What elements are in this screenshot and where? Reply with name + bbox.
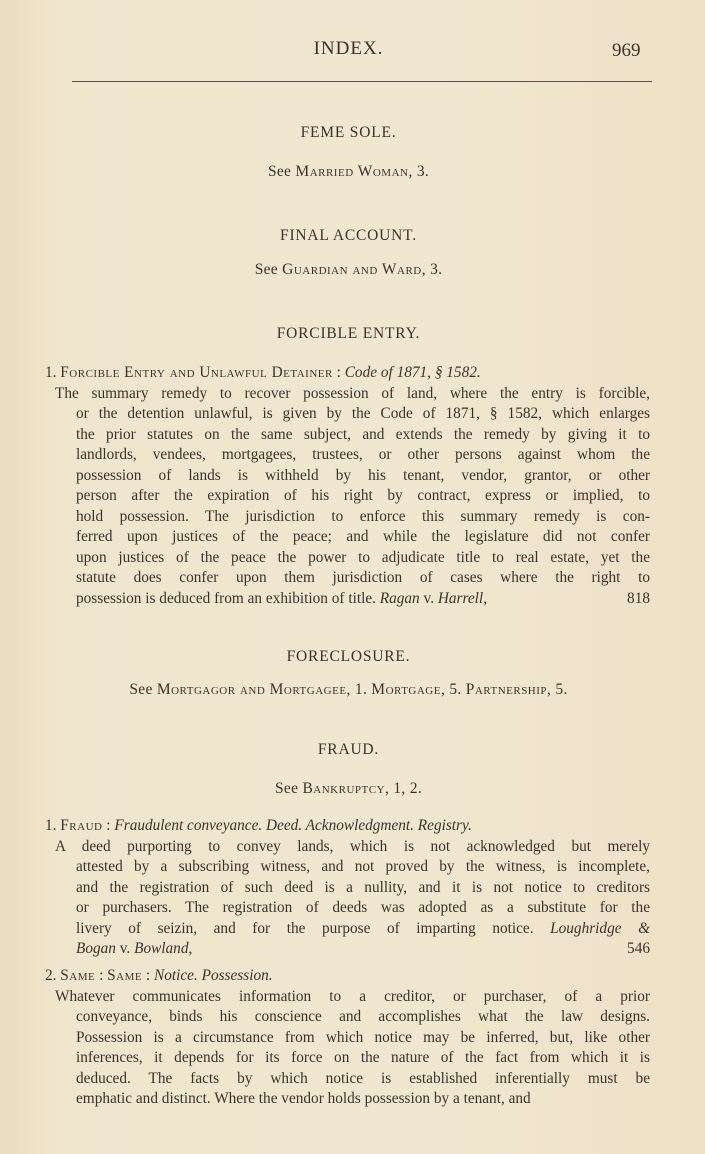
entry-text-line xyxy=(76,919,650,939)
running-head-title: INDEX. xyxy=(313,38,384,59)
entry-heading xyxy=(45,816,472,836)
line-text: attested by a subscribing witness, and not proved by the witness, is incomplete, xyxy=(76,858,650,875)
line-text: possession of lands is withheld by his tenant, vendor, grantor, or other xyxy=(76,466,650,484)
line-text: inferences, it depends for its force on the nature of the fact from which it is xyxy=(76,1049,650,1066)
line-text: and the registration of such deed is a nullity, and it is not notice to creditors xyxy=(76,878,650,896)
small-caps-text: Mortgagor and Mortgagee xyxy=(156,681,347,698)
line-text xyxy=(76,939,192,959)
see-also-reference xyxy=(0,681,697,699)
small-caps-text: Guardian and Ward xyxy=(282,261,422,278)
entry-text-line xyxy=(76,857,650,877)
entry-text-line xyxy=(76,878,650,898)
see-also-reference xyxy=(0,261,697,279)
entry-heading xyxy=(45,363,481,383)
see-also-reference xyxy=(0,163,697,181)
line-text: or purchasers. The registration of deeds was adopted as a substitute for the xyxy=(76,899,650,916)
line-text: Possession is a circumstance from which notice may be inferred, but, like other xyxy=(76,1028,650,1046)
case-page-ref: 818 xyxy=(627,589,650,607)
citation-text: Code of 1871, § 1582. xyxy=(344,364,481,381)
entry-text-line xyxy=(76,507,650,527)
line-text: upon justices of the peace the power to adjudicate title to real estate, yet the xyxy=(76,548,650,566)
text-run: , 3. xyxy=(421,261,443,278)
small-caps-text: Married Woman xyxy=(295,163,409,180)
entry-text-line xyxy=(76,1028,650,1048)
text-run: , 1. xyxy=(346,681,372,698)
line-text: landlords, vendees, mortgagees, trustees, or other persons against whom the xyxy=(76,446,650,463)
text-run: See xyxy=(267,163,296,180)
entry-text-line xyxy=(76,898,650,918)
citation-text: Bogan xyxy=(76,940,116,957)
text-run: : xyxy=(102,817,115,834)
entry-text-line xyxy=(76,486,650,506)
text-run: See xyxy=(274,780,303,797)
entry-text-line xyxy=(76,466,650,486)
small-caps-text: Same xyxy=(60,967,96,984)
text-run: , 5. xyxy=(547,681,568,698)
entry-text-line xyxy=(76,1069,650,1089)
entry-heading xyxy=(45,966,273,986)
entry-text-line xyxy=(76,568,650,588)
entry-text-line xyxy=(76,1048,650,1068)
page-number: 969 xyxy=(612,40,641,61)
text-run: : xyxy=(142,967,155,984)
case-page-ref: 546 xyxy=(627,940,650,957)
section-title: FEME SOLE. xyxy=(300,124,397,141)
text-run: : xyxy=(95,967,108,984)
text-run: , 1, 2. xyxy=(385,780,423,797)
citation-text: Loughridge & xyxy=(550,919,650,937)
text-run: possession is deduced from an exhibition of title. xyxy=(76,589,380,607)
line-text: Whatever communicates information to a creditor, or purchaser, of a prior xyxy=(55,987,650,1005)
citation-text: Ragan xyxy=(379,589,420,607)
entry-text-line xyxy=(76,939,650,959)
line-text: ferred upon justices of the peace; and while the legislature did not confer xyxy=(76,528,650,545)
entry-text-line xyxy=(76,445,650,465)
entry-text-line xyxy=(76,548,650,568)
entry-text-line xyxy=(55,837,650,857)
small-caps-text: Same xyxy=(107,967,143,984)
text-run: livery of seizin, and for the purpose of imparting notice. xyxy=(76,919,551,937)
entry-text-line xyxy=(55,384,650,404)
text-run: v. xyxy=(419,589,438,607)
line-text: The summary remedy to recover possession of land, where the entry is forcible, xyxy=(55,384,650,402)
line-text: hold possession. The jurisdiction to enforce this summary remedy is con- xyxy=(76,507,650,525)
header-rule xyxy=(72,81,652,82)
section-title: FINAL ACCOUNT. xyxy=(280,227,417,244)
line-text xyxy=(76,589,487,609)
section-title: FORCIBLE ENTRY. xyxy=(276,325,421,342)
text-run: , xyxy=(188,940,193,957)
see-also-reference xyxy=(0,780,697,798)
entry-text-line xyxy=(76,1007,650,1027)
line-text: A deed purporting to convey lands, which is not acknowledged but merely xyxy=(55,837,650,855)
entry-text-line xyxy=(76,1089,650,1109)
text-run: : xyxy=(332,364,345,381)
text-run: , xyxy=(483,589,488,607)
citation-text: Bowland xyxy=(134,940,189,957)
citation-text: Harrell xyxy=(437,589,484,607)
section-title: FRAUD. xyxy=(317,741,380,758)
line-text: the prior statutes on the same subject, and extends the remedy by giving it to xyxy=(76,425,650,443)
text-run: See xyxy=(254,261,283,278)
section-title: FORECLOSURE. xyxy=(286,648,411,665)
text-run: 1. xyxy=(45,364,61,381)
small-caps-text: Mortgage xyxy=(371,681,441,698)
entry-text-line xyxy=(55,987,650,1007)
line-text: statute does confer upon them jurisdiction of cases where the right to xyxy=(76,569,650,586)
line-text: person after the expiration of his right by contract, express or implied, to xyxy=(76,487,650,504)
line-text: emphatic and distinct. Where the vendor holds possession by a tenant, and xyxy=(76,1090,531,1107)
small-caps-text: Fraud xyxy=(60,817,103,834)
text-run: 1. xyxy=(45,817,61,834)
text-run: , 3. xyxy=(408,163,430,180)
citation-text: Fraudulent conveyance. Deed. Acknowledgment. Registry. xyxy=(114,817,472,834)
entry-text-line xyxy=(76,589,650,609)
text-run: See xyxy=(129,681,157,698)
text-run: , 5. xyxy=(440,681,466,698)
text-run: v. xyxy=(115,940,135,957)
entry-text-line xyxy=(76,404,650,424)
entry-text-line xyxy=(76,425,650,445)
text-run: 2. xyxy=(45,967,61,984)
line-text xyxy=(76,920,650,937)
line-text: or the detention unlawful, is given by the Code of 1871, § 1582, which enlarges xyxy=(76,405,650,422)
small-caps-text: Partnership xyxy=(465,681,548,698)
line-text: conveyance, binds his conscience and accomplishes what the law designs. xyxy=(76,1008,650,1025)
entry-text-line xyxy=(76,527,650,547)
small-caps-text: Forcible Entry and Unlawful Detainer xyxy=(60,364,333,381)
citation-text: Notice. Possession. xyxy=(154,967,273,984)
line-text: deduced. The facts by which notice is established inferentially must be xyxy=(76,1069,650,1087)
small-caps-text: Bankruptcy xyxy=(302,780,386,797)
